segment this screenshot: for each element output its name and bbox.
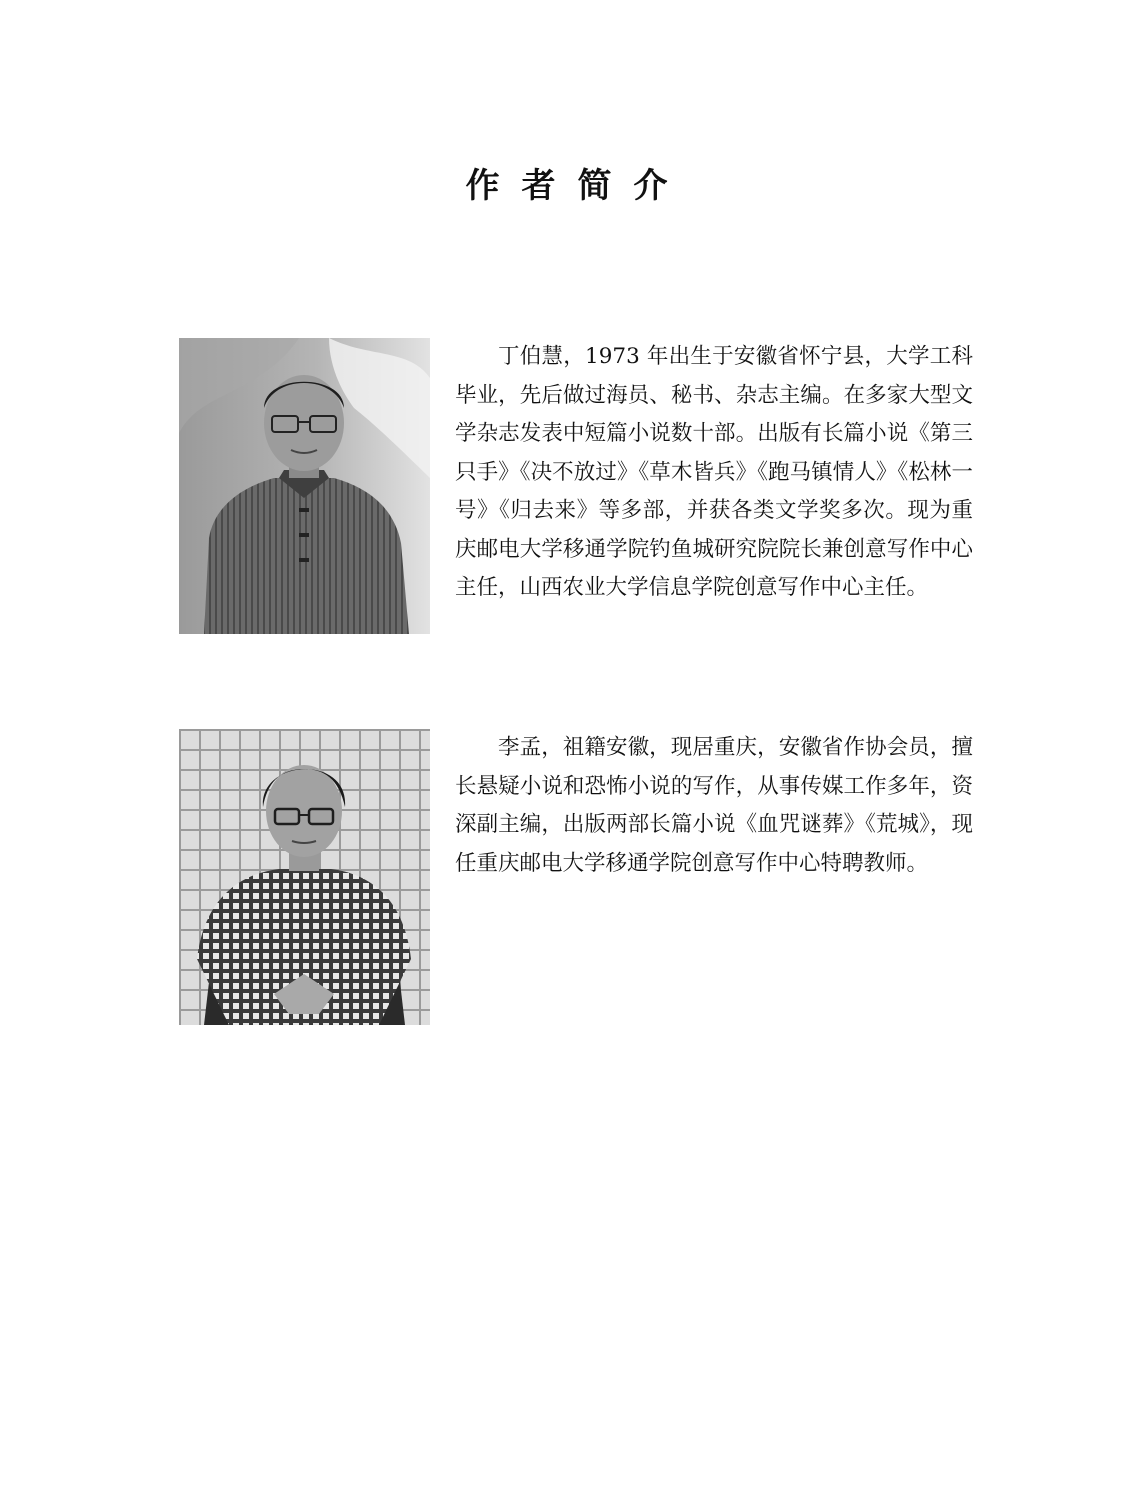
- author-portrait-1: [179, 338, 430, 634]
- author-bio-1: 丁伯慧，1973 年出生于安徽省怀宁县，大学工科毕业，先后做过海员、秘书、杂志主编。在多家大型文学杂志发表中短篇小说数十部。出版有长篇小说《第三只手》《决不放过》《草木皆兵》《跑马镇情人》《松林一号》《归去来》等多部，并获各类文学奖多次。现为重庆邮电大学移通学院钓鱼城研究院院长兼创意写作中心主任，山西农业大学信息学院创意写作中心主任。: [455, 344, 973, 600]
- portrait-man-glasses-icon: [179, 338, 430, 634]
- portrait-young-man-plaid-icon: [179, 729, 430, 1025]
- page-title: 作者简介: [465, 166, 690, 206]
- author-bio-2: 李孟，祖籍安徽，现居重庆，安徽省作协会员，擅长悬疑小说和恐怖小说的写作，从事传媒工作多年，资深副主编，出版两部长篇小说《血咒谜葬》《荒城》，现任重庆邮电大学移通学院创意写作中心特聘教师。: [455, 735, 973, 876]
- author-portrait-2: [179, 729, 430, 1025]
